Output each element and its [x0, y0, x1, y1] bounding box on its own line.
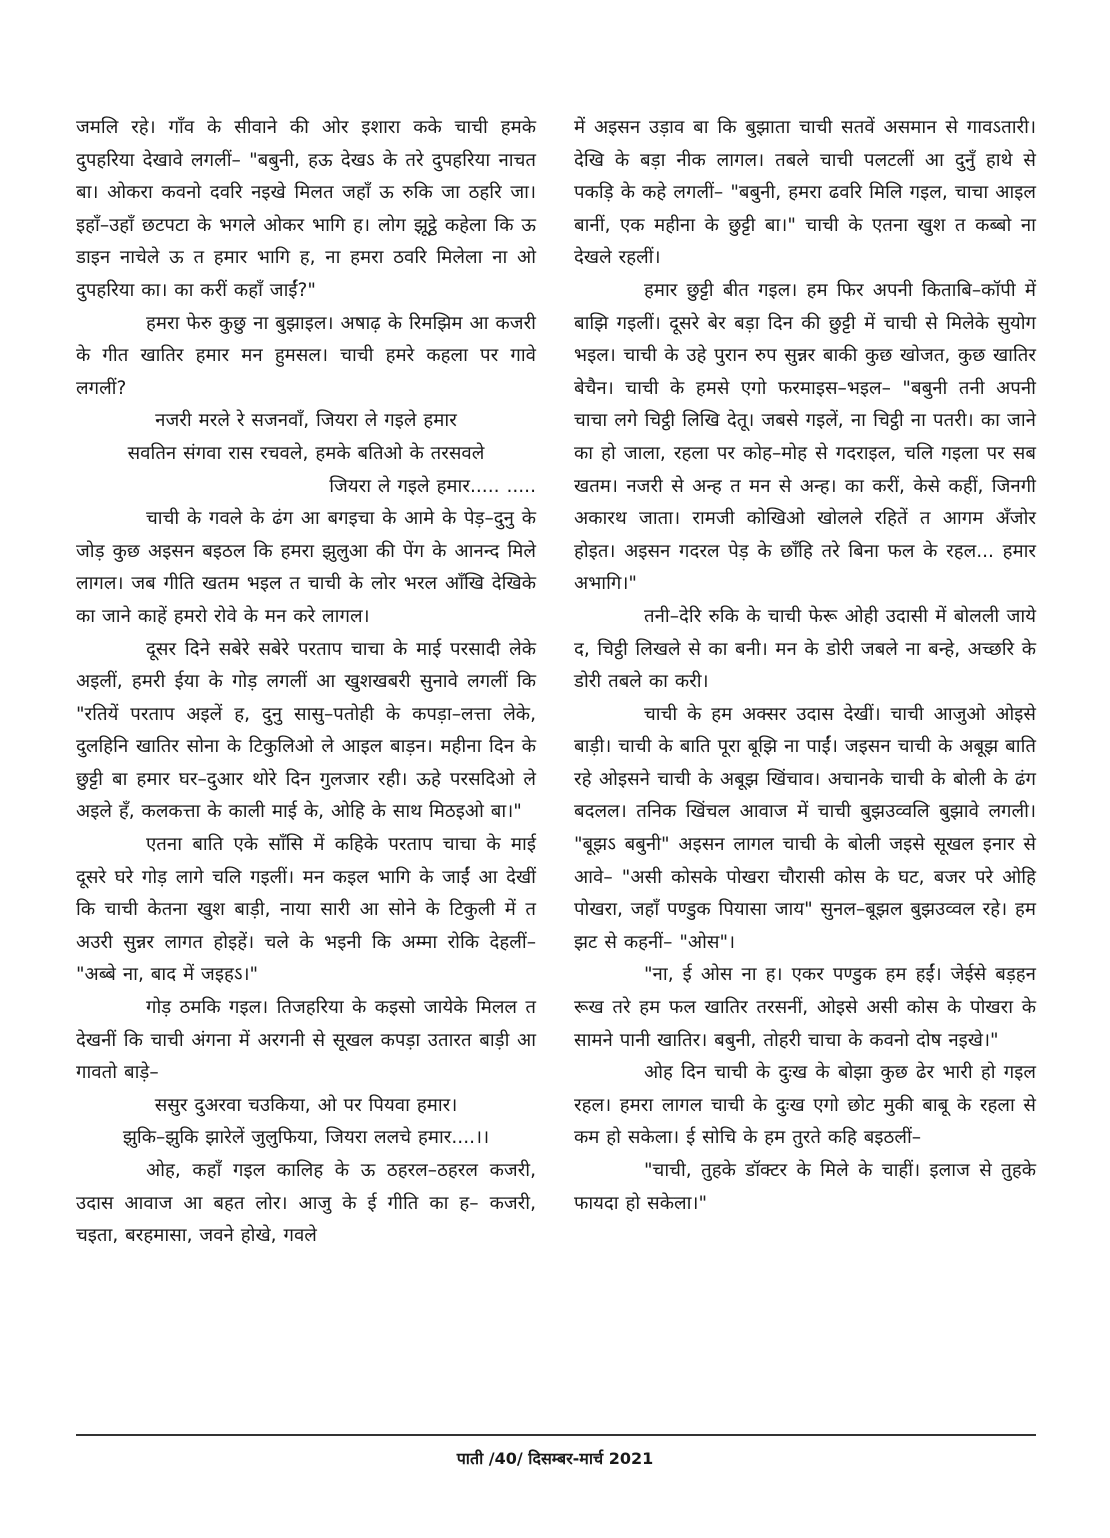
paragraph: जमलि रहे। गाँव के सीवाने की ओर इशारा कके चाची हमके दुपहरिया देखावे लगलीं– "बबुनी, हऊ देखऽ के तरे दुपहरिया नाचत बा। ओकरा कवनो दवरि नइखे मिलत जहाँ ऊ रुकि जा ठहरि जा। इहाँ–उहाँ छटपटा के भगले ओकर भागि ह। लोग झूट्ठे कहेला कि ऊ डाइन नाचेले ऊ त हमार भागि ह, ना हमरा ठवरि मिलेला ना ओ दुपहरिया का। का करीं कहाँ जाईं?" [76, 117, 536, 301]
paragraph: चाची के हम अक्सर उदास देखीं। चाची आजुओ ओइसे बाड़ी। चाची के बाति पूरा बूझि ना पाईं। जइसन चाची के अबूझ बाति रहे ओइसने चाची के अबूझ खिंचाव। अचानके चाची के बोली के ढंग बदलल। तनिक खिंचल आवाज में चाची बुझउव्वलि बुझावे लगली। "बूझऽ बबुनी" अइसन लागल चाची के बोली जइसे सूखल इनार से आवे– "असी कोसके पोखरा चौरासी कोस के घट, बजर परे ओहि पोखरा, जहाँ पण्डुक पियासा जाय" सुनल–बूझल बुझउव्वल रहे। हम झट से कहनीं– "ओस"। [574, 703, 1036, 953]
verse-line: जियरा ले गइले हमार..... ..... [329, 475, 536, 497]
paragraph: "चाची, तुहके डॉक्टर के मिले के चाहीं। इलाज से तुहके फायदा हो सकेला।" [574, 1160, 1036, 1214]
paragraph: ओह, कहाँ गइल कालिह के ऊ ठहरल–ठहरल कजरी, उदास आवाज आ बहत लोर। आजु के ई गीति का ह– कजरी, चइता, बरहमासा, जवने होखे, गवले [76, 1160, 536, 1247]
right-column [574, 112, 1036, 1220]
page-footer: पाती /40/ दिसम्बर-मार्च 2021 [456, 1449, 654, 1468]
verse-line: ससुर दुअरवा चउकिया, ओ पर पियवा हमार। [154, 1094, 458, 1116]
paragraph: गोड़ ठमकि गइल। तिजहरिया के कइसो जायेके मिलल त देखनीं कि चाची अंगना में अरगनी से सूखल कपड़ा उतारत बाड़ी आ गावतो बाड़े– [76, 997, 536, 1084]
paragraph: "ना, ई ओस ना ह। एकर पण्डुक हम हईं। जेईसे बड़हन रूख तरे हम फल खातिर तरसनीं, ओइसे असी कोस के पोखरा के सामने पानी खातिर। बबुनी, तोहरी चाचा के कवनो दोष नइखे।" [574, 964, 1036, 1051]
paragraph: में अइसन उड़ाव बा कि बुझाता चाची सतवें असमान से गावऽतारी। देखि के बड़ा नीक लागल। तबले चाची पलटलीं आ दुनुँ हाथे से पकड़ि के कहे लगलीं– "बबुनी, हमरा ढवरि मिलि गइल, चाचा आइल बानीं, एक महीना के छुट्टी बा।" चाची के एतना खुश त कब्बो ना देखले रहलीं। [574, 117, 1036, 269]
paragraph: एतना बाति एके साँसि में कहिके परताप चाचा के माई दूसरे घरे गोड़ लागे चलि गइलीं। मन कइल भागि के जाईं आ देखीं कि चाची केतना खुश बाड़ी, नाया सारी आ सोने के टिकुली में त अउरी सुन्नर लागत होइहें। चले के भइनी कि अम्मा रोकि देहलीं– "अब्बे ना, बाद में जइहऽ।" [76, 834, 536, 986]
verse-line: नजरी मरले रे सजनवाँ, जियरा ले गइले हमार [155, 410, 457, 432]
paragraph: हमार छुट्टी बीत गइल। हम फिर अपनी किताबि–कॉपी में बाझि गइलीं। दूसरे बेर बड़ा दिन की छुट्टी में चाची से मिलेके सुयोग भइल। चाची के उहे पुरान रुप सुन्नर बाकी कुछ खोजत, कुछ खातिर बेचैन। चाची के हमसे एगो फरमाइस–भइल– "बबुनी तनी अपनी चाचा लगे चिट्ठी लिखि देतू। जबसे गइलें, ना चिट्ठी ना पतरी। का जाने का हो जाला, रहला पर कोह–मोह से गदराइल, चलि गइला पर सब खतम। नजरी से अन्ह त मन से अन्ह। का करीं, केसे कहीं, जिनगी अकारथ जाता। रामजी कोखिओ खोलले रहितें त आगम अँजोर होइत। अइसन गदरल पेड़ के छाँहि तरे बिना फल के रहल... हमार अभागि।" [574, 279, 1036, 595]
footer-rule [76, 1434, 1036, 1436]
paragraph: ओह दिन चाची के दुःख के बोझा कुछ ढेर भारी हो गइल रहल। हमरा लागल चाची के दुःख एगो छोट मुकी बाबू के रहला से कम हो सकेला। ई सोचि के हम तुरते कहि बइठलीं– [574, 1062, 1036, 1149]
verse-line: झुकि–झुकि झारेलें जुलुफिया, जियरा ललचे हमार....।। [122, 1127, 490, 1149]
paragraph: चाची के गवले के ढंग आ बगइचा के आमे के पेड़–दुनु के जोड़ कुछ अइसन बइठल कि हमरा झुलुआ की पेंग के आनन्द मिले लागल। जब गीति खतम भइल त चाची के लोर भरल आँखि देखिके का जाने काहें हमरो रोवे के मन करे लागल। [76, 508, 536, 627]
left-column [76, 112, 536, 1253]
paragraph: तनी–देरि रुकि के चाची फेरू ओही उदासी में बोलली जाये द, चिट्ठी लिखले से का बनी। मन के डोरी जबले ना बन्हे, अच्छरि के डोरी तबले का करी। [574, 605, 1036, 693]
verse-line: सवतिन संगवा रास रचवले, हमके बतिओ के तरसवले [127, 442, 485, 464]
paragraph: हमरा फेरु कुछु ना बुझाइल। अषाढ़ के रिमझिम आ कजरी के गीत खातिर हमार मन हुमसल। चाची हमरे कहला पर गावे लगलीं? [76, 312, 536, 399]
paragraph: दूसर दिने सबेरे सबेरे परताप चाचा के माई परसादी लेके अइलीं, हमरी ईया के गोड़ लगलीं आ खुशखबरी सुनावे लगलीं कि "रतियें परताप अइलें ह, दुनु सासु–पतोही के कपड़ा–लत्ता लेके, दुलहिनि खातिर सोना के टिकुलिओ ले आइल बाड़न। महीना दिन के छुट्टी बा हमार घर–दुआर थोरे दिन गुलजार रही। ऊहे परसदिओ ले अइले हँ, कलकत्ता के काली माई के, ओहि के साथ मिठइओ बा।" [76, 638, 536, 823]
